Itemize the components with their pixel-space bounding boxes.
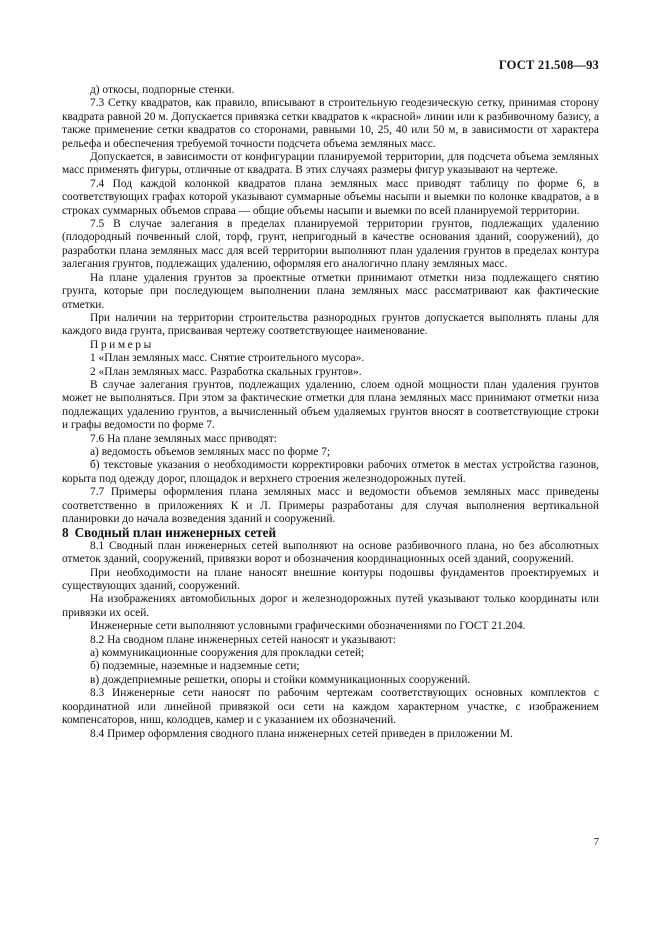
paragraph: 8.2 На сводном плане инженерных сетей наносят и указывают: (90, 633, 396, 646)
section-title: Сводный план инженерных сетей (74, 525, 277, 541)
paragraph: 8.4 Пример оформления сводного плана инженерных сетей приведен в приложении М. (90, 727, 513, 740)
paragraph: Инженерные сети выполняют условными графическими обозначениями по ГОСТ 21.204. (90, 620, 526, 633)
list-item: б) текстовые указания о необходимости корректировки рабочих отметок в местах устройства газонов, корыта под одежду дорог, площадок и верхнего строения железнодорожных путей. (62, 459, 599, 485)
section-8-heading (62, 526, 599, 539)
paragraph: 7.3 Сетку квадратов, как правило, вписывают в строительную геодезическую сетку, принимая сторону квадрата равной 20 м. Допускается привязка сетки квадратов к «красной» линии или к разбивочному базису, а также применение сетки квадратов со сторонами, равными 10, 25, 40 или 50 м, в зависимости от характера рельефа и обеспечения требуемой точности подсчета объема земляных масс. (62, 97, 599, 150)
paragraph: При наличии на территории строительства разнородных грунтов допускается выполнять планы для каждого вида грунта, присваивая чертежу соответствующее наименование. (62, 311, 599, 338)
paragraph: На плане удаления грунтов за проектные отметки принимают отметки низа подлежащего снятию грунта, которые при последующем выполнении плана земляных масс рассматривают как фактические отметки. (62, 271, 599, 311)
paragraph: Допускается, в зависимости от конфигурации планируемой территории, для подсчета объема земляных масс применять фигуры, отличные от квадрата. В этих случаях размеры фигур указывают на чертеже. (62, 151, 599, 177)
page-body (62, 84, 599, 741)
paragraph: 7.6 На плане земляных масс приводят: (90, 432, 277, 445)
paragraph: При необходимости на плане наносят внешние контуры подошвы фундаментов проектируемых и существующих зданий, сооружений. (62, 566, 599, 593)
paragraph: 8.1 Сводный план инженерных сетей выполняют на основе разбивочного плана, но без абсолютных отметок зданий, сооружений, привязки ворот и обозначения координационных осей зданий, сооружений. (62, 539, 599, 566)
paragraph: д) откосы, подпорные стенки. (90, 84, 235, 96)
section-number: 8 (62, 525, 69, 541)
examples-heading: Примеры (90, 338, 154, 351)
paragraph: 7.5 В случае залегания в пределах планируемой территории грунтов, подлежащих удалению (плодородный почвенный слой, торф, грунт, непригодный в качестве основания зданий, сооружений), до разработки плана земляных масс для всей территории выполняют план удаления грунтов в пределах контура залегания грунтов, подлежащих удалению, оформляя его аналогично плану земляных масс. (62, 218, 599, 271)
paragraph: В случае залегания грунтов, подлежащих удалению, слоем одной мощности план удаления грунтов может не выполняться. При этом за фактические отметки для плана земляных масс принимают отметки низа подлежащих удалению грунтов, а вычисленный объем удаляемых грунтов вносят в соответствующие строки и графы ведомости по форме 7. (62, 378, 599, 432)
list-item: а) коммуникационные сооружения для прокладки сетей; (90, 647, 365, 660)
list-item: а) ведомость объемов земляных масс по форме 7; (90, 445, 331, 458)
paragraph: На изображениях автомобильных дорог и железнодорожных путей указывают только координаты или привязки их осей. (62, 593, 599, 619)
example-item: 2 «План земляных масс. Разработка скальных грунтов». (90, 365, 362, 378)
list-item: б) подземные, наземные и надземные сети; (90, 660, 300, 673)
list-item: в) дождеприемные решетки, опоры и стойки коммуникационных сооружений. (90, 673, 471, 686)
document-code-header: ГОСТ 21.508—93 (498, 58, 599, 72)
paragraph: 7.7 Примеры оформления плана земляных масс и ведомости объемов земляных масс приведены соответственно в приложениях К и Л. Примеры разработаны для случая выполнения вертикальной планировки до начала возведения зданий и сооружений. (62, 486, 599, 525)
paragraph: 7.4 Под каждой колонкой квадратов плана земляных масс приводят таблицу по форме 6, в соответствующих графах которой указывают суммарные объемы насыпи и выемки по колонке квадратов, а в строках суммарных объемов справа — общие объемы насыпи и выемки по всей планируемой территории. (62, 177, 599, 217)
paragraph: 8.3 Инженерные сети наносят по рабочим чертежам соответствующих основных комплектов с координатной или линейной привязкой оси сети на каждом характерном участке, с изображением компенсаторов, ниш, колодцев, камер и с указанием их обозначений. (62, 687, 599, 727)
example-item: 1 «План земляных масс. Снятие строительного мусора». (90, 352, 365, 365)
page-number: 7 (593, 837, 599, 848)
